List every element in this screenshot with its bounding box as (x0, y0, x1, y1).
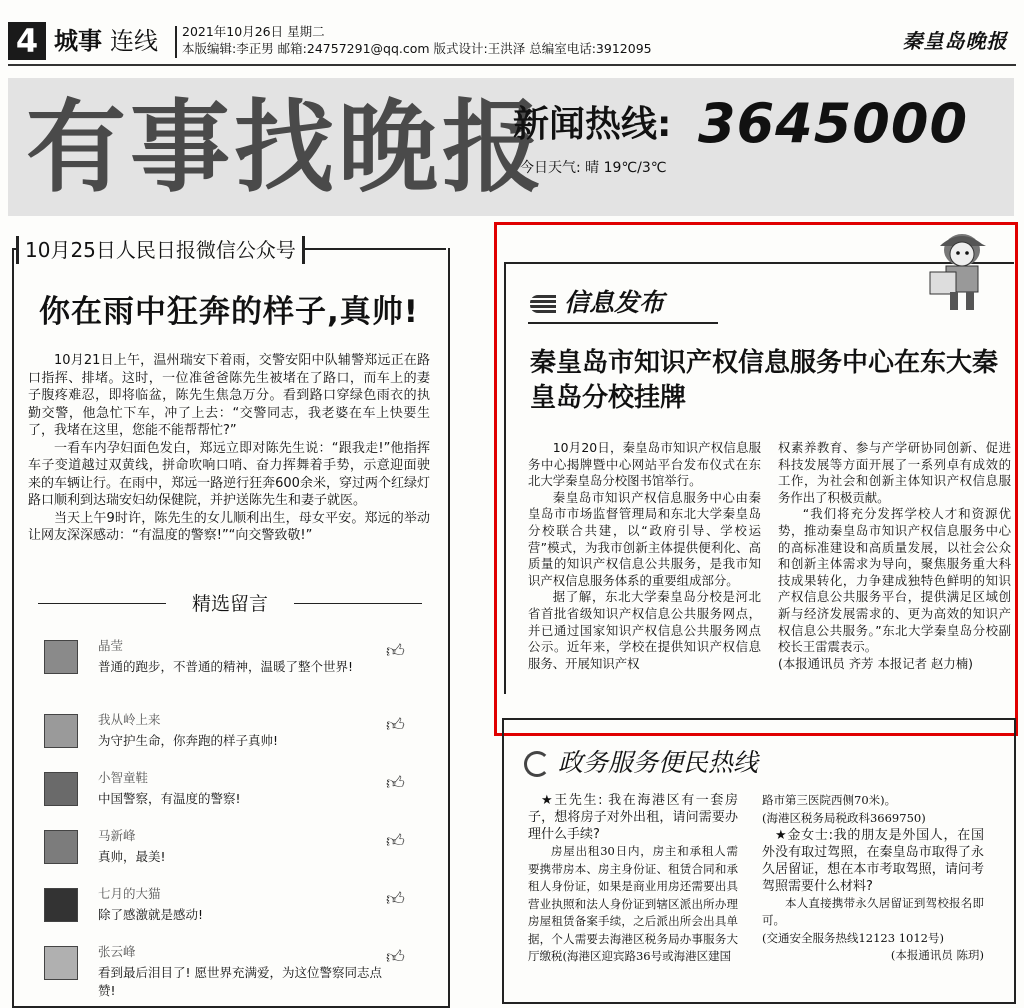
answer: 房屋出租30日内，房主和承租人需要携带房本、房主身份证、租赁合同和承租人身份证，如果是商业用房还需要出具营业执照和法人身份证到辖区派出所办理房屋租赁备案手续，之后派出所会出具单据，个人需要去海港区税务局办事服务大厅缴税(海港区迎宾路36号或海港区建国 (528, 844, 738, 963)
paragraph: 10月21日上午，温州瑞安下着雨，交警安阳中队辅警郑远正在路口指挥、排堵。这时，一位准爸爸陈先生被堵在了路口，而车上的妻子腹疼难忍，即将临盆，陈先生焦急万分。看到路口穿绿色雨衣的执勤交警，他急忙下车，冲了上去：“交警同志，我老婆在车上快要生了，我堵在这里，您能不能帮帮忙?” (28, 353, 430, 438)
heading-rule-right (294, 603, 422, 604)
comment-item (44, 944, 424, 1002)
paragraph: 当天上午9时许，陈先生的女儿顺利出生，母女平安。郑远的举动让网友深深感动：“有温度的警察!”“向交警致敬!” (28, 510, 430, 543)
comments-title: 精选留言 (191, 593, 268, 615)
byline: (本报通讯员 齐芳 本报记者 赵力楠) (778, 655, 973, 671)
comment-item (44, 712, 424, 752)
heading-rule-left (38, 603, 166, 604)
comment-item (44, 770, 424, 810)
thumbs-up-icon[interactable]: 👍︎ (386, 715, 405, 736)
edition-meta (182, 23, 652, 57)
hotline-banner (8, 78, 1014, 216)
comment-author: 张云峰 (98, 944, 136, 959)
header-divider (175, 26, 177, 58)
left-article-title: 你在雨中狂奔的样子,真帅! (39, 294, 419, 330)
page-number: 4 (8, 22, 46, 60)
header-rule (8, 64, 1016, 66)
comment-text: 普通的跑步，不普通的精神，温暖了整个世界! (98, 659, 354, 674)
paragraph: 一看车内孕妇面色发白，郑远立即对陈先生说：“跟我走!”他指挥车子变道越过双黄线，拼命吹响口哨、奋力挥舞着手势，示意迎面驶来的车辆让行。在雨中，郑远一路逆行狂奔600余米，穿过两个红绿灯路口顺利到达瑞安妇幼保健院，并护送陈先生和妻子就医。 (28, 440, 430, 508)
editor-info: 本版编辑:李正男 邮箱:24757291@qq.com 版式设计:王洪泽 总编室电话:3912095 (182, 41, 652, 56)
thumbs-up-icon[interactable]: 👍︎ (386, 889, 405, 910)
paragraph: 权素养教育、参与产学研协同创新、促进科技发展等方面开展了一系列卓有成效的工作，为社会和创新主体知识产权信息服务作出了积极贡献。 (778, 440, 1011, 505)
section-light: 连线 (110, 27, 158, 55)
avatar (44, 830, 78, 864)
answer-continued: 路市第三医院西侧70米)。 (762, 793, 897, 807)
comment-author: 晶莹 (98, 638, 124, 653)
comment-text: 除了感激就是感动! (98, 907, 204, 922)
avatar (44, 946, 78, 980)
comment-item (44, 828, 424, 868)
thumbs-up-icon[interactable]: 👍︎ (386, 773, 405, 794)
info-release-label: 信息发布 (564, 288, 665, 317)
thumbs-up-icon[interactable]: 👍︎ (386, 831, 405, 852)
issue-date: 2021年10月26日 星期二 (182, 24, 325, 39)
question: ★王先生: 我在海港区有一套房子，想将房子对外出租，请问需要办理什么手续? (528, 793, 738, 842)
avatar (44, 714, 78, 748)
header-underline (528, 322, 718, 324)
comment-text: 看到最后泪目了! 愿世界充满爱，为这位警察同志点赞! (98, 965, 382, 998)
section-title (54, 22, 158, 60)
section-bold: 城事 (54, 27, 102, 55)
paragraph: 10月20日，秦皇岛市知识产权信息服务中心揭牌暨中心网站平台发布仪式在东北大学秦皇岛分校图书馆举行。 (528, 440, 761, 489)
avatar (44, 888, 78, 922)
comment-author: 七月的大猫 (98, 886, 161, 901)
paragraph: 据了解，东北大学秦皇岛分校是河北省首批省级知识产权信息公共服务网点，并已通过国家知识产权信息公共服务网点公示。近年来，学校在提供知识产权信息服务、开展知识产权 (528, 589, 761, 671)
answer: 本人直接携带永久居留证到驾校报名即可。 (762, 895, 984, 927)
comment-author: 小智童鞋 (98, 770, 149, 785)
info-release-header (530, 286, 664, 320)
answer-source: (海港区税务局税政科3669750) (762, 810, 926, 825)
hotline-label: 新闻热线: (513, 104, 672, 145)
avatar (44, 772, 78, 806)
comment-author: 马新峰 (98, 828, 136, 843)
thumbs-up-icon[interactable]: 👍︎ (386, 947, 405, 968)
comment-author: 我从岭上来 (98, 712, 161, 727)
masthead-logo: 秦皇岛晚报 (902, 29, 1008, 53)
info-article-col2 (778, 440, 1011, 672)
comment-item (44, 638, 424, 688)
gov-col1 (528, 792, 738, 966)
weather-line: 今日天气: 晴 19℃/3℃ (520, 160, 667, 176)
gov-col2 (762, 792, 984, 964)
gov-hotline-label: 政务服务便民热线 (558, 748, 759, 777)
banner-slogan: 有事找晚报 (26, 88, 546, 206)
question: ★金女士:我的朋友是外国人，在国外没有取过驾照，在秦皇岛市取得了永久居留证，想在本市考取驾照，请问考驾照需要什么材料? (762, 827, 984, 894)
article-source-label: 10月25日人民日报微信公众号 (16, 236, 305, 264)
thumbs-up-icon[interactable]: 👍︎ (386, 641, 405, 662)
info-article-title: 秦皇岛市知识产权信息服务中心在东大秦皇岛分校挂牌 (530, 348, 999, 413)
comment-text: 中国警察，有温度的警察! (98, 791, 241, 806)
comments-heading (38, 590, 422, 618)
paragraph: 秦皇岛市知识产权信息服务中心由秦皇岛市市场监督管理局和东北大学秦皇岛分校联合共建，以“政府引导、学校运营”模式，为我市创新主体提供便利化、高质量的知识产权信息公共服务，是我市知识产权信息服务体系的重要组成部分。 (528, 489, 761, 588)
news-icon (530, 295, 556, 313)
courier-boy-illustration (924, 228, 1004, 314)
comment-text: 为守护生命，你奔跑的样子真帅! (98, 733, 279, 748)
gov-hotline-header (524, 746, 758, 780)
info-article-col1 (528, 440, 761, 672)
byline: (本报通讯员 陈玥) (890, 947, 984, 962)
left-article-body (28, 352, 430, 545)
hotline-number: 3645000 (698, 92, 969, 155)
comment-text: 真帅，最美! (98, 849, 166, 864)
avatar (44, 640, 78, 674)
phone-swirl-icon (524, 751, 550, 777)
comment-item (44, 886, 424, 926)
paragraph: “我们将充分发挥学校人才和资源优势，推动秦皇岛市知识产权信息服务中心的高标准建设和高质量发展，以社会公众和创新主体需求为导向，聚焦服务重大科技成果转化，力争建成独特色鲜明的知识产权信息公共服务平台，提供满足区域创新与经济发展需求的、更为高效的知识产权信息公共服务。”东北大学秦皇岛分校副校长王雷震表示。 (778, 506, 1011, 655)
answer-source: (交通安全服务热线12123 1012号) (762, 930, 944, 945)
